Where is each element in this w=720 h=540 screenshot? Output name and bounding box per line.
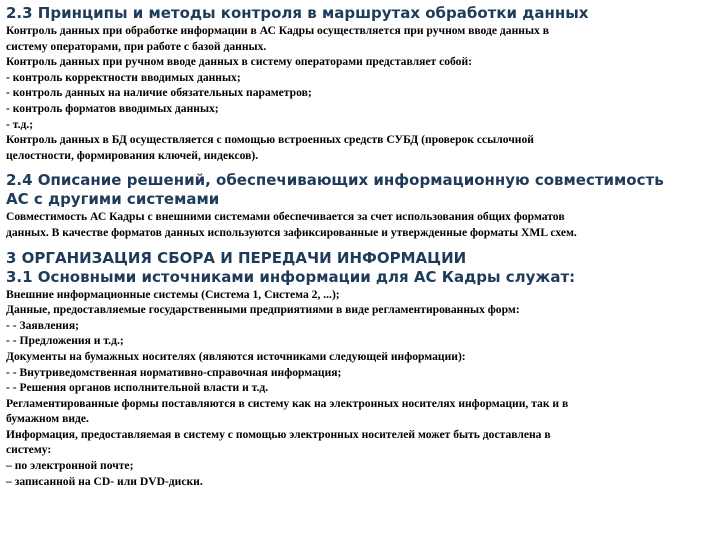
list-item: - - Заявления;	[6, 318, 79, 332]
paragraph-line: Контроль данных в БД осуществляется с помощью встроенных средств СУБД (проверок ссылочной	[6, 133, 534, 147]
section-2-4-heading-line-2: АС с другими системами	[6, 190, 220, 209]
list-item: - - Решения органов исполнительной власти и т.д.	[6, 381, 269, 395]
list-item: – записанной на CD- или DVD-диски.	[6, 474, 203, 488]
section-2-3-body	[6, 23, 712, 163]
paragraph-line: систему:	[6, 443, 52, 457]
list-item: - т.д.;	[6, 117, 34, 131]
section-2-3-heading: 2.3 Принципы и методы контроля в маршрутах обработки данных	[6, 4, 589, 22]
list-item: – по электронной почте;	[6, 459, 134, 473]
list-item: - - Внутриведомственная нормативно-справочная информация;	[6, 365, 342, 379]
paragraph-line: систему операторами, при работе с базой данных.	[6, 39, 267, 53]
list-item: - контроль данных на наличие обязательных параметров;	[6, 86, 312, 100]
paragraph-line: бумажном виде.	[6, 412, 89, 426]
paragraph-line: Внешние информационные системы (Система 1, Система 2, ...);	[6, 287, 340, 301]
section-2-4-heading-line-1: 2.4 Описание решений, обеспечивающих информационную совместимость	[6, 171, 664, 190]
section-2-4-body	[6, 209, 712, 240]
paragraph-line: Данные, предоставляемые государственными предприятиями в виде регламентированных форм:	[6, 303, 520, 317]
section-3-heading: 3 ОРГАНИЗАЦИЯ СБОРА И ПЕРЕДАЧИ ИНФОРМАЦИИ	[6, 248, 467, 267]
section-3-1-body	[6, 287, 712, 490]
list-item: - - Предложения и т.д.;	[6, 334, 124, 348]
paragraph-line: Документы на бумажных носителях (являются источниками следующей информации):	[6, 349, 466, 363]
paragraph-line: Совместимость АС Кадры с внешними системами обеспечивается за счет использования общих форматов	[6, 210, 565, 224]
paragraph-line: Регламентированные формы поставляются в систему как на электронных носителях информации, так и в	[6, 396, 569, 410]
paragraph-line: Контроль данных при ручном вводе данных в систему операторами представляет собой:	[6, 55, 473, 69]
paragraph-line: Контроль данных при обработке информации в АС Кадры осуществляется при ручном вводе данных в	[6, 24, 549, 37]
list-item: - контроль форматов вводимых данных;	[6, 101, 219, 115]
paragraph-line: целостности, формирования ключей, индексов).	[6, 148, 259, 162]
list-item: - контроль корректности вводимых данных;	[6, 70, 241, 84]
paragraph-line: данных. В качестве форматов данных используются зафиксированные и утвержденные форматы XML схем.	[6, 225, 577, 239]
paragraph-line: Информация, предоставляемая в систему с помощью электронных носителей может быть доставлена в	[6, 427, 551, 441]
section-3-1-heading: 3.1 Основными источниками информации для АС Кадры служат:	[6, 267, 576, 286]
